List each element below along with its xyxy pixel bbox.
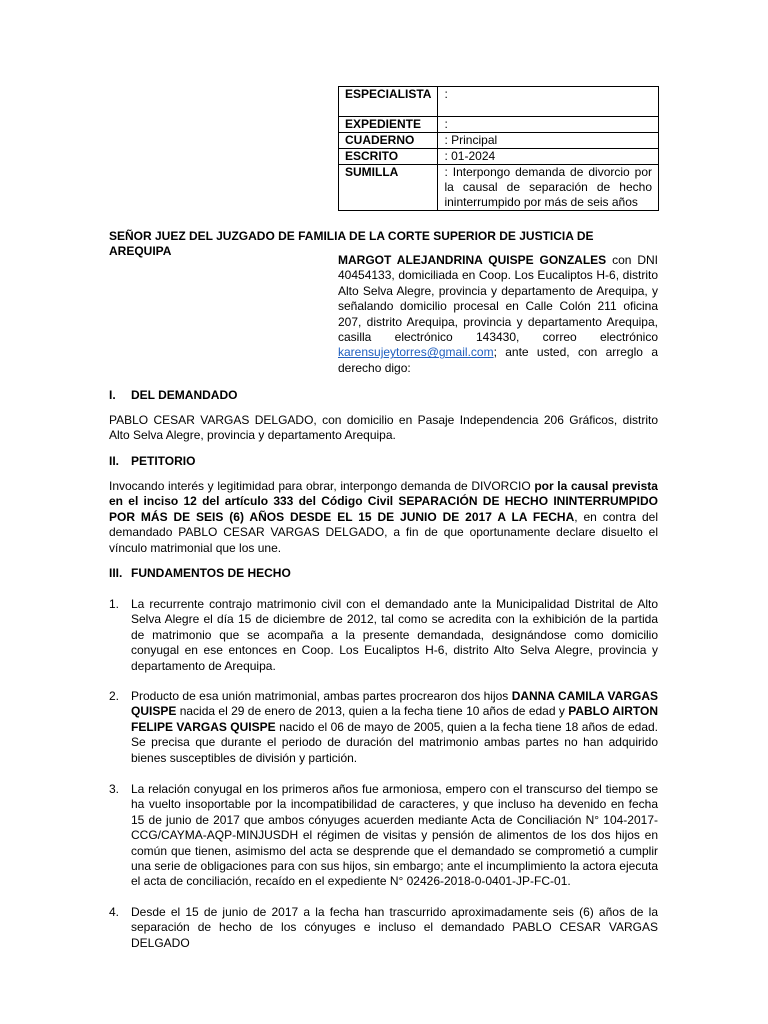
- demandado-text-end: .: [392, 428, 396, 443]
- email-link[interactable]: karensujeytorres@gmail.com: [338, 345, 494, 360]
- addressee-line: SEÑOR JUEZ DEL JUZGADO DE FAMILIA DE LA CORTE SUPERIOR DE JUSTICIA DE AREQUIPA: [109, 229, 594, 259]
- list-item-text: Desde el 15 de junio de 2017 a la fecha han trascurrido aproximadamente seis (6) años de la separación de hecho de los cónyuges e incluso el demandado PABLO CESAR VARGAS DELGADO: [131, 905, 658, 950]
- header-label-expediente: EXPEDIENTE: [339, 117, 438, 133]
- header-value-expediente: :: [438, 117, 659, 133]
- item2-text-c: nacida el 29 de enero de 2013, quien a la fecha tiene 10 años de edad y: [176, 704, 569, 719]
- petitorio-paragraph: [109, 479, 658, 556]
- section-number: II.: [109, 454, 120, 468]
- header-label-escrito: ESCRITO: [339, 149, 438, 165]
- petitorio-text-c: , en contra del demandado PABLO CESAR VARGAS DELGADO, a fin de que oportunamente declare disuelto el vínculo matrimonial que los une.: [109, 509, 658, 555]
- header-label-especialista: ESPECIALISTA: [339, 87, 438, 117]
- intro-text-2: ; ante usted, con arreglo a derecho digo:: [338, 345, 658, 375]
- header-value-sumilla: : Interpongo demanda de divorcio por la causal de separación de hecho ininterrumpido por más de seis años: [438, 165, 659, 211]
- section-title: FUNDAMENTOS DE HECHO: [131, 566, 291, 580]
- section-number: I.: [109, 388, 116, 402]
- section-heading-demandado: [109, 388, 237, 403]
- section-title: DEL DEMANDADO: [131, 388, 238, 402]
- header-label-sumilla: SUMILLA: [339, 165, 438, 211]
- child-name-1: DANNA CAMILA VARGAS QUISPE: [131, 689, 658, 719]
- list-item-text: La recurrente contrajo matrimonio civil con el demandado ante la Municipalidad Distrital de Alto Selva Alegre el día 15 de diciembre de 2012, tal como se acredita con la exhibición de la partida de matrimonio que se acompaña a la presente demandada, designándose como domicilio conyugal en ese entonces en Coop. Los Eucaliptos H-6, distrito Alto Selva Alegre, provincia y departamento de Arequipa.: [131, 597, 658, 673]
- intro-text-1: con DNI 40454133, domiciliada en Coop. Los Eucaliptos H-6, distrito Alto Selva Alegre, provincia y departamento de Arequipa, y señalando domicilio procesal en Calle Colón 211 oficina 207, distrito Arequipa, provincia y departamento Arequipa, casilla electrónico 143430, correo electrónico: [338, 253, 658, 345]
- plaintiff-intro: [338, 253, 658, 376]
- case-header-table: [338, 86, 659, 211]
- child-name-2: PABLO AIRTON FELIPE VARGAS QUISPE: [131, 704, 659, 734]
- section-heading-petitorio: [109, 454, 195, 469]
- table-row: [339, 87, 659, 117]
- list-item: [109, 905, 658, 951]
- header-value-especialista: :: [438, 87, 659, 117]
- header-value-cuaderno: : Principal: [438, 133, 659, 149]
- table-row: [339, 133, 659, 149]
- list-item: [109, 782, 658, 890]
- list-item: [109, 597, 658, 674]
- list-item-text: La relación conyugal en los primeros años fue armoniosa, empero con el transcurso del tiempo se ha vuelto insoportable por la incompatibilidad de caracteres, y que incluso ha devenido en fecha 15 de junio de 2017 que ambos cónyuges acuerden mediante Acta de Conciliación N° 104-2017-CCG/CAYMA-AQP-MINJUSDH el régimen de visitas y pensión de alimentos de los dos hijos en común que tienen, asimismo del acta se desprende que el demandado se comprometió a cumplir una serie de obligaciones para con sus hijos, sin embargo; ante el incumplimiento la actora ejecuta el acta de conciliación, recaído en el expediente N° 02426-2018-0-0401-JP-FC-01.: [131, 782, 658, 889]
- list-item-number: 3.: [109, 782, 120, 796]
- list-item-text: [131, 689, 658, 766]
- list-item: [109, 689, 658, 766]
- item2-text-e: nacido el 06 de mayo de 2005, quien a la fecha tiene 18 años de edad. Se precisa que durante el periodo de duración del matrimonio ambas partes no han adquirido bienes susceptibles de división y partición.: [131, 719, 659, 765]
- plaintiff-name: MARGOT ALEJANDRINA QUISPE GONZALES: [338, 253, 607, 267]
- table-row: [339, 165, 659, 211]
- demandado-paragraph: [109, 413, 658, 444]
- section-title: PETITORIO: [131, 454, 196, 468]
- header-label-cuaderno: CUADERNO: [339, 133, 438, 149]
- item2-text-a: Producto de esa unión matrimonial, ambas partes procrearon dos hijos: [131, 689, 512, 703]
- header-value-escrito: : 01-2024: [438, 149, 659, 165]
- list-item-number: 4.: [109, 905, 120, 919]
- petitorio-text-a: Invocando interés y legitimidad para obrar, interpongo demanda de DIVORCIO: [109, 479, 535, 493]
- list-item-number: 2.: [109, 689, 120, 703]
- table-row: [339, 117, 659, 133]
- table-row: [339, 149, 659, 165]
- list-item-number: 1.: [109, 597, 120, 611]
- petitorio-text-bold: por la causal prevista en el inciso 12 del artículo 333 del Código Civil SEPARACIÓN DE HECHO ININTERRUMPIDO POR MÁS DE SEIS (6) AÑOS DESDE EL 15 DE JUNIO DE 2017 A LA FECHA: [109, 479, 658, 524]
- section-number: III.: [109, 566, 123, 580]
- demandado-text: PABLO CESAR VARGAS DELGADO, con domicilio en Pasaje Independencia 206 Gráficos, distrito Alto Selva Alegre, provincia y departamento Arequipa: [109, 413, 658, 443]
- section-heading-fundamentos: [109, 566, 291, 581]
